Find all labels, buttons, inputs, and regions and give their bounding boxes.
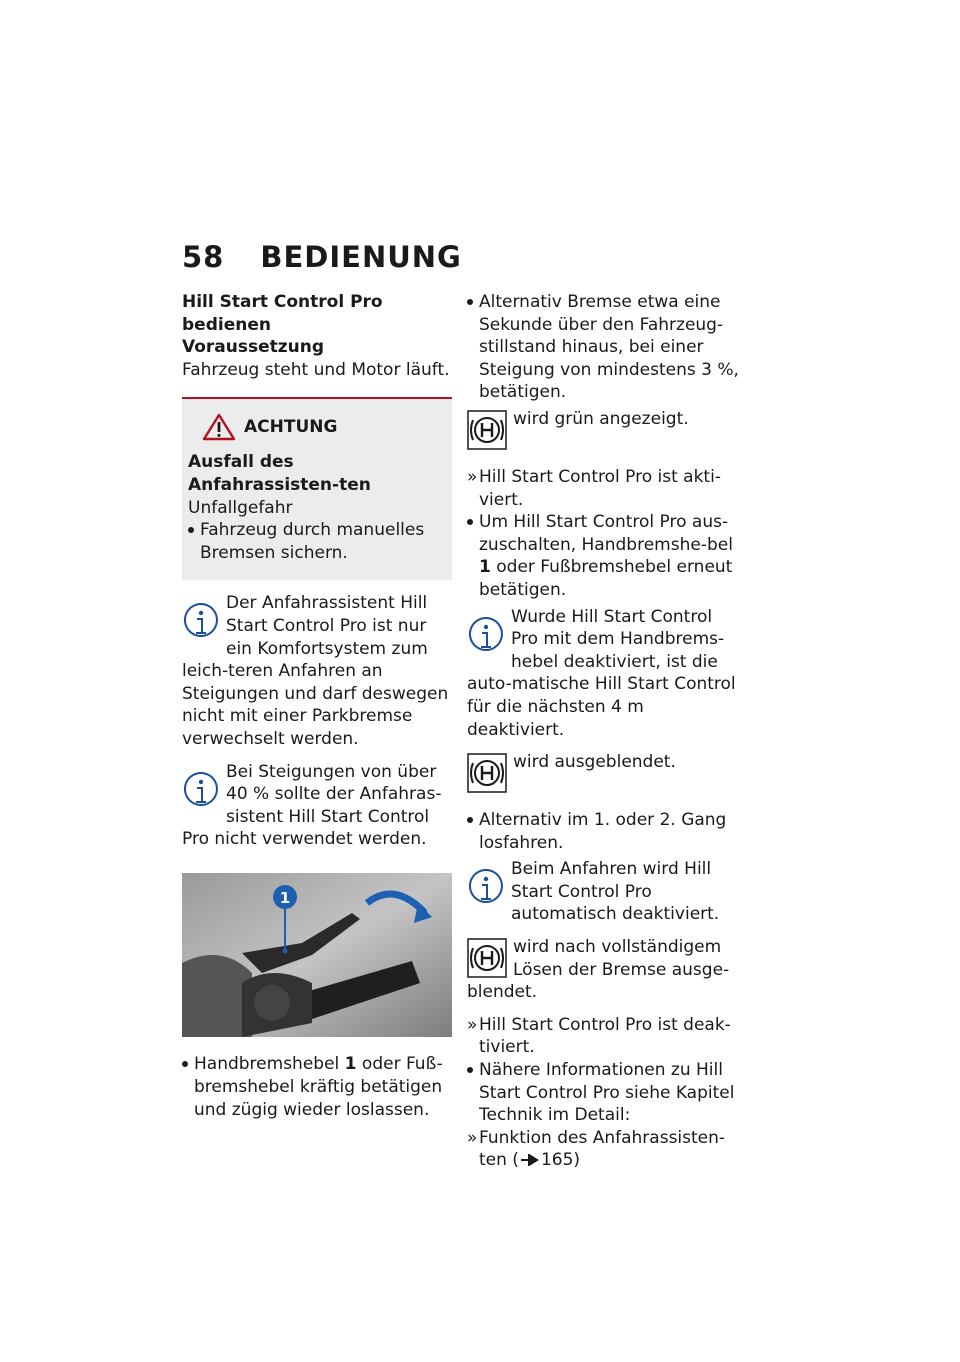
page-header — [182, 240, 462, 274]
indicator-text: wird nach vollständigem Lösen der Bremse ausge-blendet. — [467, 937, 730, 1003]
indicator-text: wird ausgeblendet. — [513, 752, 676, 773]
note-text: Beim Anfahren wird Hill Start Control Pro automatisch deaktiviert. — [511, 859, 720, 925]
info-note-icon — [182, 602, 220, 642]
note-text: Bei Steigungen von über 40 % sollte der Anfahras-sistent Hill Start Control Pro nicht verwendet werden. — [182, 761, 442, 850]
figure-callout: 1 — [279, 888, 291, 907]
warning-action: Fahrzeug durch manuelles Bremsen sichern. — [188, 519, 446, 564]
page-title: BEDIENUNG — [260, 240, 462, 274]
cross-reference: » Funktion des Anfahrassisten-ten ( 165) — [467, 1127, 726, 1171]
indicator-hidden — [467, 751, 739, 799]
page-number: 58 — [182, 240, 225, 274]
info-note-icon — [182, 771, 220, 811]
warning-triangle-icon — [202, 413, 236, 441]
step-drive-off: Alternativ im 1. oder 2. Gang losfahren. — [467, 809, 739, 854]
left-column — [182, 291, 452, 1121]
note-text: Der Anfahrassistent Hill Start Control Pro ist nur ein Komfortsystem zum leich-teren Anfahren an Steigungen und darf deswegen nicht mit einer Parkbremse verwechselt werden. — [182, 593, 449, 749]
warning-box — [182, 397, 452, 580]
info-note-icon — [467, 868, 505, 908]
indicator-text: wird grün angezeigt. — [513, 408, 689, 429]
arrow-reference-icon — [521, 1154, 539, 1166]
prerequisite-text: Fahrzeug steht und Motor läuft. — [182, 359, 450, 380]
note-deactivated-distance — [467, 606, 739, 742]
indicator-released — [467, 936, 739, 1004]
section-heading: Hill Start Control Pro bedienen — [182, 292, 383, 335]
right-column — [467, 291, 739, 1172]
hill-start-indicator-icon — [467, 753, 507, 793]
warning-label: ACHTUNG — [244, 417, 338, 438]
note-auto-deactivated — [467, 858, 739, 926]
note-steep-incline — [182, 761, 452, 851]
warning-title: Ausfall des Anfahrassisten-ten — [188, 452, 371, 495]
hill-start-indicator-icon — [467, 410, 507, 450]
note-comfort-system — [182, 592, 452, 750]
indicator-green — [467, 408, 739, 456]
step-more-info: Nähere Informationen zu Hill Start Control Pro siehe Kapitel Technik im Detail: — [467, 1059, 739, 1127]
result-deactivated: » Hill Start Control Pro ist deak-tiviert. — [467, 1014, 731, 1058]
step-alternative-brake: Alternativ Bremse etwa eine Sekunde über den Fahrzeug-stillstand hinaus, bei einer Steigung von mindestens 3 %, betätigen. — [467, 291, 739, 404]
reference-page[interactable]: 165 — [540, 1150, 574, 1171]
step-switch-off: Um Hill Start Control Pro aus-zuschalten, Handbremshe-bel 1 oder Fußbremshebel erneut betätigen. — [467, 511, 739, 601]
hill-start-indicator-icon — [467, 938, 507, 978]
warning-header — [202, 413, 446, 441]
note-text: Wurde Hill Start Control Pro mit dem Handbrems-hebel deaktiviert, ist die auto-matische Hill Start Control für die nächsten 4 m deaktiviert. — [467, 606, 736, 740]
info-note-icon — [467, 616, 505, 656]
warning-risk: Unfallgefahr — [188, 497, 293, 518]
prerequisite-title: Voraussetzung — [182, 337, 325, 358]
step-apply-brake: Handbremshebel 1 oder Fuß-bremshebel kräftig betätigen und zügig wieder loslassen. — [182, 1053, 452, 1121]
handbrake-lever-photo — [182, 873, 452, 1037]
result-activated: » Hill Start Control Pro ist akti-viert. — [467, 466, 721, 510]
